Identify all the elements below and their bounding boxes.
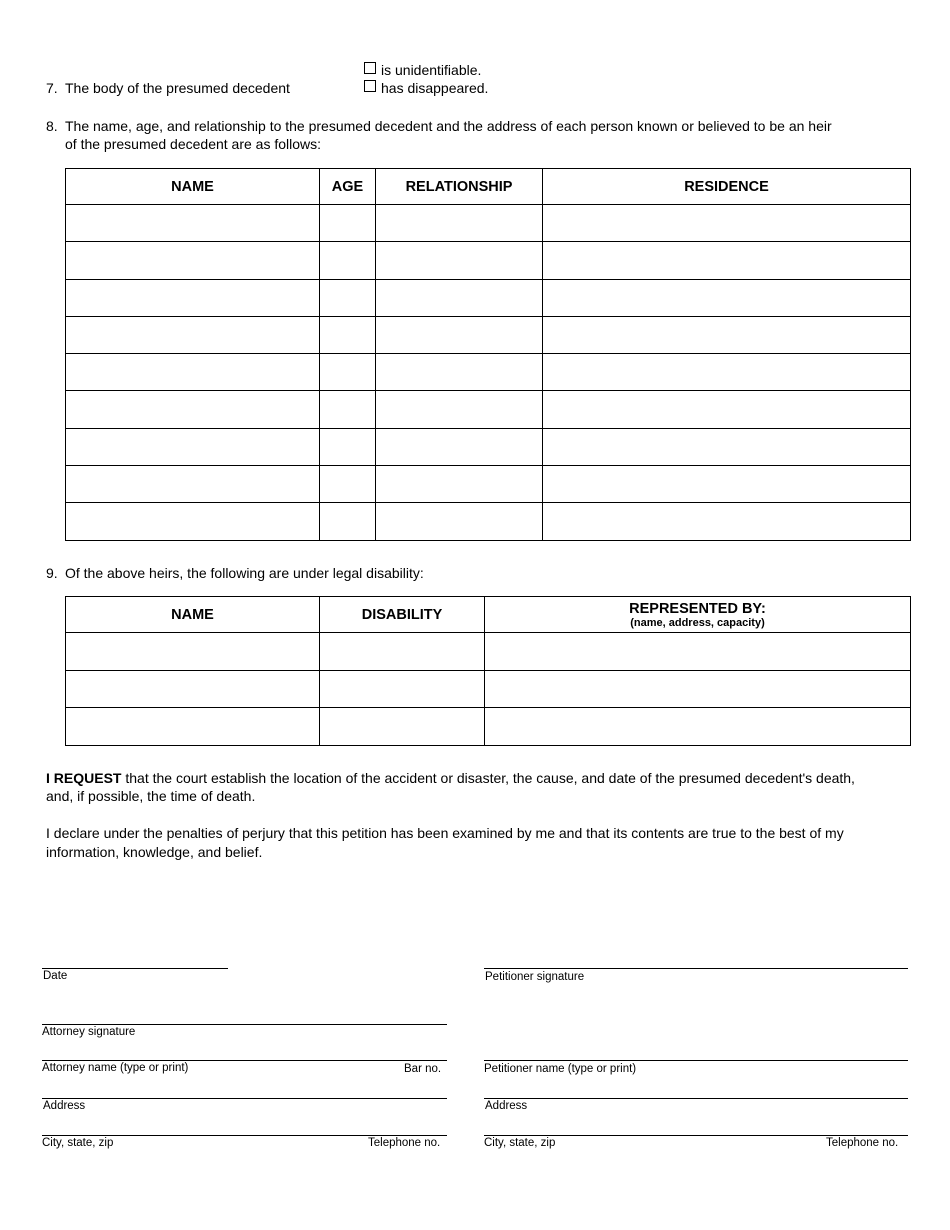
- request-line2: and, if possible, the time of death.: [46, 788, 256, 804]
- heirs-table-cell[interactable]: [376, 391, 543, 428]
- item-9-number: 9.: [46, 565, 58, 581]
- attorney-name-label: Attorney name (type or print): [42, 1062, 189, 1074]
- heirs-table-cell[interactable]: [66, 428, 320, 465]
- heirs-table-cell[interactable]: [66, 242, 320, 279]
- heirs-table-row: [66, 391, 911, 428]
- disability-table-cell[interactable]: [485, 670, 911, 708]
- declaration-line2: information, knowledge, and belief.: [46, 844, 263, 860]
- heirs-table-cell[interactable]: [320, 503, 376, 540]
- heirs-table-cell[interactable]: [543, 354, 911, 391]
- address-left-line[interactable]: [42, 1098, 447, 1099]
- disability-table-cell[interactable]: [66, 708, 320, 746]
- bar-no-label: Bar no.: [404, 1063, 442, 1075]
- represented-by-title: REPRESENTED BY:: [629, 600, 766, 617]
- heirs-table-cell[interactable]: [320, 242, 376, 279]
- heirs-table-cell[interactable]: [376, 279, 543, 316]
- item-9-text: Of the above heirs, the following are under legal disability:: [65, 565, 424, 581]
- petitioner-signature-line[interactable]: [484, 968, 908, 969]
- heirs-table-cell[interactable]: [543, 503, 911, 540]
- heirs-table-cell[interactable]: [543, 466, 911, 503]
- request-text: that the court establish the location of the accident or disaster, the cause, and date of the presumed decedent's death,: [121, 770, 855, 786]
- heirs-table-cell[interactable]: [376, 316, 543, 353]
- heirs-table-cell[interactable]: [320, 428, 376, 465]
- date-line[interactable]: [42, 968, 228, 969]
- phone-right-label: Telephone no.: [826, 1137, 899, 1149]
- heirs-table: [65, 168, 911, 541]
- heirs-table-row: [66, 242, 911, 279]
- disability-table-row: [66, 633, 911, 671]
- heirs-table-cell[interactable]: [543, 279, 911, 316]
- petitioner-name-label: Petitioner name (type or print): [484, 1063, 637, 1075]
- disability-table-row: [66, 708, 911, 746]
- option-disappeared-label: has disappeared.: [381, 80, 489, 96]
- checkbox-unidentifiable[interactable]: [364, 62, 376, 74]
- heirs-header-age: AGE: [320, 169, 376, 205]
- disability-table-row: [66, 670, 911, 708]
- disability-table-cell[interactable]: [320, 708, 485, 746]
- heirs-table-cell[interactable]: [320, 279, 376, 316]
- heirs-table-row: [66, 354, 911, 391]
- item-8-number: 8.: [46, 118, 58, 134]
- address-left-label: Address: [43, 1100, 86, 1112]
- heirs-header-residence: RESIDENCE: [543, 169, 911, 205]
- heirs-table-cell[interactable]: [320, 466, 376, 503]
- heirs-table-cell[interactable]: [320, 205, 376, 242]
- address-right-line[interactable]: [484, 1098, 908, 1099]
- heirs-table-cell[interactable]: [543, 205, 911, 242]
- heirs-table-row: [66, 466, 911, 503]
- item-7-number: 7.: [46, 80, 58, 96]
- heirs-table-row: [66, 503, 911, 540]
- heirs-table-row: [66, 279, 911, 316]
- option-unidentifiable-label: is unidentifiable.: [381, 62, 482, 78]
- heirs-table-cell[interactable]: [66, 316, 320, 353]
- heirs-header-name: NAME: [66, 169, 320, 205]
- heirs-table-cell[interactable]: [320, 316, 376, 353]
- disability-header-name: NAME: [66, 597, 320, 633]
- heirs-table-cell[interactable]: [376, 503, 543, 540]
- heirs-table-cell[interactable]: [376, 428, 543, 465]
- disability-header-represented-by: [485, 597, 911, 633]
- item-7-text: The body of the presumed decedent: [65, 80, 290, 96]
- request-line1: [46, 769, 855, 787]
- petitioner-name-line[interactable]: [484, 1060, 908, 1061]
- disability-table-cell[interactable]: [320, 670, 485, 708]
- represented-by-subtitle: (name, address, capacity): [630, 616, 765, 629]
- item-8-text-line1: The name, age, and relationship to the presumed decedent and the address of each person known or believed to be an heir: [65, 118, 832, 134]
- checkbox-disappeared[interactable]: [364, 80, 376, 92]
- heirs-table-row: [66, 316, 911, 353]
- disability-table-cell[interactable]: [66, 670, 320, 708]
- item-8-text-line2: of the presumed decedent are as follows:: [65, 136, 322, 152]
- date-label: Date: [43, 970, 68, 982]
- heirs-table-cell[interactable]: [376, 205, 543, 242]
- heirs-table-cell[interactable]: [543, 391, 911, 428]
- heirs-table-cell[interactable]: [543, 316, 911, 353]
- address-right-label: Address: [485, 1100, 528, 1112]
- heirs-table-cell[interactable]: [320, 391, 376, 428]
- city-right-label: City, state, zip: [484, 1137, 556, 1149]
- heirs-table-cell[interactable]: [66, 391, 320, 428]
- request-bold: I REQUEST: [46, 770, 122, 786]
- heirs-table-cell[interactable]: [66, 354, 320, 391]
- heirs-table-cell[interactable]: [376, 242, 543, 279]
- heirs-table-cell[interactable]: [320, 354, 376, 391]
- heirs-table-cell[interactable]: [66, 466, 320, 503]
- disability-table-cell[interactable]: [66, 633, 320, 671]
- disability-table-cell[interactable]: [320, 633, 485, 671]
- disability-header-disability: DISABILITY: [320, 597, 485, 633]
- heirs-table-cell[interactable]: [543, 242, 911, 279]
- phone-left-label: Telephone no.: [368, 1137, 441, 1149]
- disability-table: [65, 596, 911, 746]
- heirs-table-cell[interactable]: [66, 279, 320, 316]
- disability-table-cell[interactable]: [485, 633, 911, 671]
- heirs-table-cell[interactable]: [543, 428, 911, 465]
- declaration-line1: I declare under the penalties of perjury that this petition has been examined by me and that its contents are true to the best of my: [46, 825, 844, 841]
- heirs-table-cell[interactable]: [66, 503, 320, 540]
- heirs-table-row: [66, 428, 911, 465]
- heirs-table-cell[interactable]: [376, 354, 543, 391]
- heirs-table-cell[interactable]: [66, 205, 320, 242]
- petitioner-signature-label: Petitioner signature: [485, 971, 585, 983]
- heirs-table-cell[interactable]: [376, 466, 543, 503]
- disability-table-cell[interactable]: [485, 708, 911, 746]
- city-left-label: City, state, zip: [42, 1137, 114, 1149]
- attorney-signature-label: Attorney signature: [42, 1026, 136, 1038]
- heirs-header-relationship: RELATIONSHIP: [376, 169, 543, 205]
- heirs-table-row: [66, 205, 911, 242]
